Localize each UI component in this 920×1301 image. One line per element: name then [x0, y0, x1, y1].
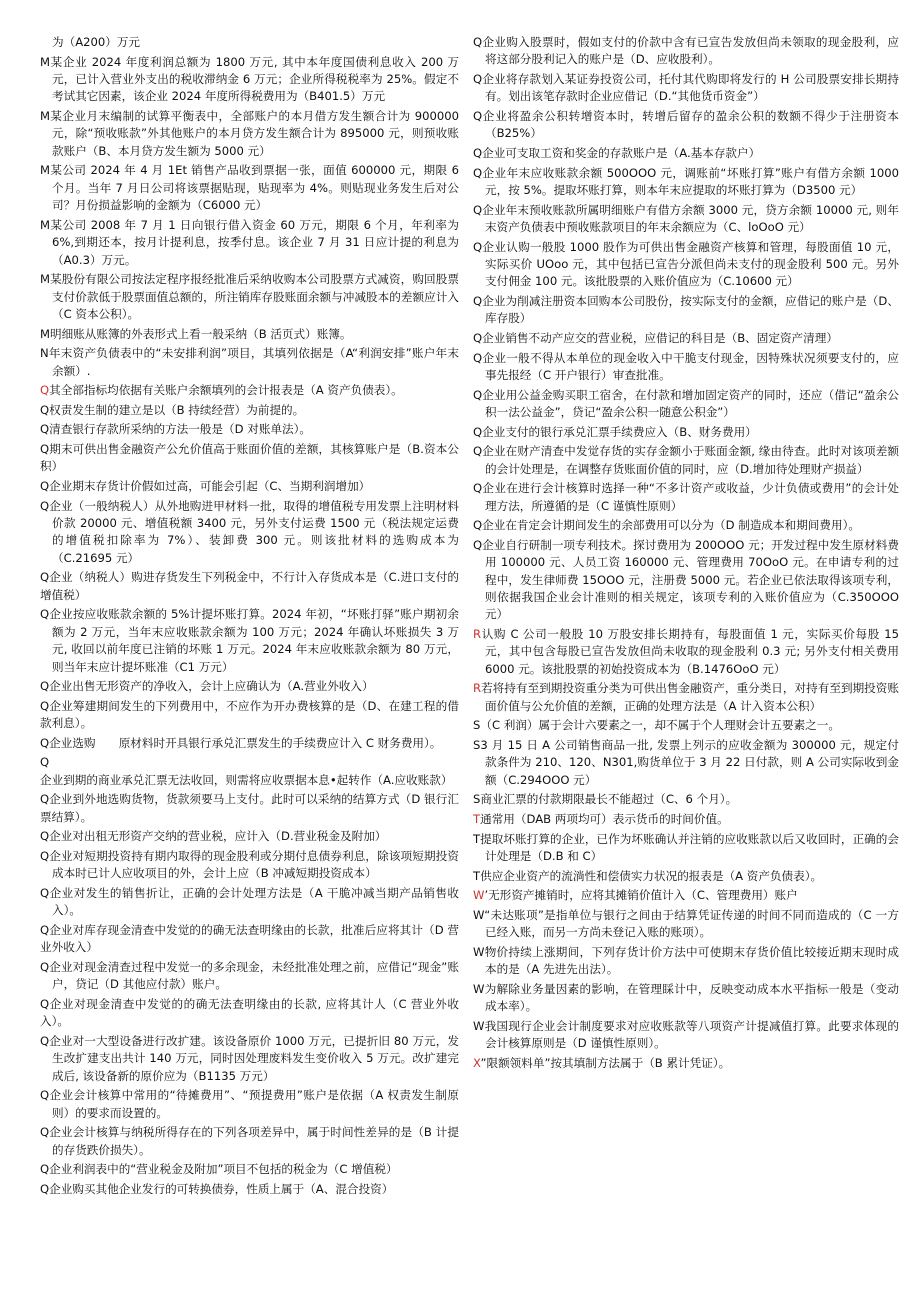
index-letter: Q: [40, 383, 50, 398]
question-entry: [40, 1033, 459, 1085]
question-text: 企业销售不动产应交的营业税，应借记的科目是（B、固定资产清理）: [482, 331, 838, 345]
question-entry: [40, 1161, 459, 1178]
index-letter: Q: [40, 755, 50, 770]
index-letter: Q: [40, 402, 50, 417]
question-text: 企业认购一般股 1000 股作为可供出售金融资产核算和管理，每股面值 10 元，实际买价 UOoo 元，其中包括已宣告分派但尚未支付的现金股利 500 元。另外支付佣金 100 元。该批股票的入账价值应为（C.10600 元）: [482, 239, 899, 289]
index-letter: Q: [473, 146, 483, 160]
question-entry: [40, 54, 459, 106]
question-text: 企业对现金清查过程中发觉一的多余现金，未经批准处理之前，应借记“现金”账户，贷记（D 其他应付款）账户。: [49, 960, 459, 992]
question-text: 若将持有至到期投资重分类为可供出售金融资产，重分类日，对持有至到期投资账面价值与公允价值的差额，正确的处理方法是（A 计入资本公积）: [481, 681, 899, 713]
question-entry: [40, 698, 459, 733]
question-entry: [40, 848, 459, 883]
index-letter: M: [40, 217, 51, 232]
question-text: 企业期末存货计价假如过高，可能会引起（C、当期利润增加）: [49, 479, 371, 493]
question-entry: [40, 996, 459, 1031]
question-text: 企业在进行会计核算时选择一种“不多计资产或收益，少计负债或费用”的会计处理方法，所遵循的是（C 谨慎性原则）: [482, 481, 899, 513]
question-entry: [473, 165, 899, 200]
question-text: 通常用（DAB 两项均可）表示货币的时间价值。: [480, 812, 729, 826]
index-letter: Q: [40, 829, 50, 844]
index-letter: Q: [40, 1088, 50, 1103]
question-text: 企业对库存现金清查中发觉的的确无法查明缘由的长款，批准后应将其计（D 营业外收入）: [40, 923, 459, 955]
question-text: 企业为削减注册资本回购本公司股份，按实际支付的金额，应借记的账户是（D、库存股）: [482, 294, 899, 326]
question-text: 某公司 2008 年 7 月 1 日向银行借入资金 60 万元，期限 6 个月，年利率为 6%,到期还本，按月计提利息，按季付息。该企业 7 月 31 日应计提的利息为（A0.3）万元。: [50, 217, 459, 267]
index-letter: Q: [473, 239, 483, 254]
question-entry: [40, 345, 459, 380]
index-letter: M: [40, 163, 51, 178]
question-entry: [473, 1018, 899, 1053]
question-entry: [473, 239, 899, 291]
right-column: [473, 34, 899, 1301]
index-letter: Q: [473, 294, 483, 308]
question-entry: [473, 537, 899, 624]
question-entry: [473, 907, 899, 942]
index-letter: Q: [40, 960, 50, 974]
question-entry: [40, 791, 459, 826]
index-letter: Q: [40, 422, 50, 437]
question-text: 企业到期的商业承兑汇票无法收回，则需将应收票据本息•起转作（A.应收账款）: [40, 772, 453, 787]
question-text: 供应企业资产的流淌性和偿债实力状况的报表是（A 资产负债表）。: [480, 868, 823, 883]
index-letter: M: [40, 54, 51, 69]
question-text: “未达账项”是指单位与银行之间由于结算凭证传递的时间不同而造成的（C 一方已经入账，而另一方尚未登记入账的账项）。: [484, 907, 899, 940]
question-text: 企业（纳税人）购进存货发生下列税金中，不行计入存货成本是（C.进口支付的增值税）: [40, 570, 459, 602]
index-letter: T: [473, 868, 481, 883]
question-entry: [40, 1181, 459, 1198]
question-entry: [40, 606, 459, 676]
index-letter: Q: [40, 792, 50, 807]
question-text: 明细账从账簿的外表形式上看一般采纳（B 活页式）账簿。: [50, 326, 352, 341]
index-letter: S: [473, 738, 481, 752]
index-letter: Q: [473, 202, 483, 217]
question-entry: [40, 678, 459, 695]
question-text: 企业按应收账款余额的 5%计提坏账打算。2024 年初，“坏账打驿”账户期初余额为 2 万元，当年末应收账款余额为 100 万元；2024 年确认坏账损失 3 万元, 收回以前年度已注销的坏账 1 万元。2024 年末应收账款余额为 80 万元，则当年末应计提坏账准（C1 万元）: [49, 607, 459, 674]
question-entry: [473, 868, 899, 885]
question-text: 企业对出租无形资产交纳的营业税，应计入（D.营业税金及附加）: [49, 829, 387, 844]
question-entry: [40, 34, 459, 51]
question-entry: [473, 387, 899, 422]
index-letter: Q: [40, 607, 50, 622]
question-entry: [473, 424, 899, 441]
question-entry: [473, 350, 899, 385]
question-text: 期末可供出售金融资产公允价值高于账面价值的差额，其核算账户是（B.资本公积）: [40, 442, 459, 474]
question-text: 权责发生制的建立是以（B 持续经营）为前提的。: [49, 402, 305, 417]
question-text: 企业一般不得从本单位的现金收入中干脆支付现金，因特殊状况须要支付的，应事先报经（C 开户银行）审查批准。: [482, 350, 899, 382]
index-letter: Q: [40, 923, 50, 937]
index-letter: W: [473, 981, 485, 996]
question-entry: [473, 1055, 899, 1072]
index-letter: Q: [473, 424, 483, 439]
index-letter: Q: [473, 165, 483, 180]
question-text: 认购 C 公司一般股 10 万股安排长期持有，每股面值 1 元，实际买价每股 15 元，其中包含每股已宣告发放但尚未收取的现金股利 0.3 元; 另外支付相关费用 6000 元。该批股票的初始投资成本为（B.1476OoO 元）: [481, 627, 899, 676]
question-entry: [40, 959, 459, 994]
question-text: 企业出售无形资产的净收入，会计上应确认为（A.营业外收入）: [49, 679, 374, 694]
question-text: 企业到外地选购货物，货款须要马上支付。此时可以采纳的结算方式（D 银行汇票结算）。: [40, 792, 459, 824]
question-entry: [473, 145, 899, 162]
question-text: ”限额领料单”按其填制方法属于（B 累计凭证）。: [480, 1055, 731, 1070]
question-text: 为解除业务量因素的影响，在管理睬计中，反映变动成本水平指标一般是（变动成本率）。: [484, 981, 899, 1014]
index-letter: Q: [473, 350, 483, 365]
question-entry: [40, 735, 459, 752]
question-entry: [40, 478, 459, 495]
question-text: 某企业月末编制的试算平衡表中，全部账户的本月借方发生额合计为 900000 元，除“预收账款”外其他账户的本月贷方发生额合计为 895000 元，则预收账款账户（B、本月贷方发生额为 5000 元）: [50, 109, 459, 158]
question-text: 企业筹建期间发生的下列费用中，不应作为开办费核算的是（D、在建工程的借款利息）。: [40, 698, 459, 731]
question-text: 企业购买其他企业发行的可转换债券，性质上属于（A、混合投资）: [49, 1182, 394, 1196]
index-letter: Q: [40, 679, 50, 694]
question-text: 年末资产负债表中的“未安排利润”项目，其填列依据是（A“利润安排”账户年末余额）.: [48, 346, 459, 378]
index-letter: M: [40, 326, 51, 341]
question-text: 企业可支取工资和奖金的存款账户是（A.基本存款户）: [482, 146, 761, 160]
index-letter: T: [473, 812, 481, 826]
index-letter: Q: [473, 109, 483, 123]
question-text: 某公司 2024 年 4 月 1Et 销售产品收到票据一张，面值 600000 元，期限 6 个月。当年 7 月日公司将该票据贴现，贴现率为 4%。则贴现业务发生后对公司？月份损益影响的金额为（C6000 元）: [50, 163, 459, 213]
left-column: [40, 34, 459, 1301]
index-letter: Q: [40, 1182, 50, 1196]
question-entry: [40, 271, 459, 323]
question-entry: [473, 108, 899, 143]
question-text: 企业对现金清查中发觉的的确无法查明缘由的长款, 应将其计人（C 营业外收入）。: [40, 997, 459, 1029]
index-letter: Q: [40, 570, 50, 585]
index-letter: S: [473, 792, 481, 807]
index-letter: Q: [40, 479, 50, 493]
index-letter: Q: [40, 1125, 50, 1140]
question-entry: [473, 981, 899, 1016]
question-text: 企业年末应收账款余额 500OOO 元，调账前“坏账打算”账户有借方余额 1000 元，按 5%。提取坏账打算，则本年末应提取的坏账打算为（D3500 元）: [482, 165, 899, 197]
index-letter: Q: [40, 886, 50, 900]
question-entry: [40, 828, 459, 845]
question-entry: [473, 831, 899, 866]
question-entry: [473, 480, 899, 515]
question-text: 商业汇票的付款期限最长不能超过（C、6 个月）。: [480, 792, 738, 807]
question-entry: [473, 626, 899, 678]
question-entry: [473, 887, 899, 904]
index-letter: Q: [473, 72, 483, 86]
question-text: 企业购入股票时，假如支付的价款中含有已宣告发放但尚未领取的现金股利，应将这部分股利记入的账户是（D、应收股利）。: [482, 35, 899, 67]
question-text: 我国现行企业会计制度要求对应收账款等八项资产计提减值打算。此要求体现的会计核算原则是（D 谨慎性原则）。: [484, 1018, 899, 1051]
index-letter: Q: [40, 698, 50, 713]
question-text: 企业利润表中的“营业税金及附加”项目不包括的税金为（C 增值税）: [49, 1162, 398, 1177]
question-text: 物价持续上涨期间，下列存货计价方法中可使期末存货价值比较接近期末现时成本的是（A 先进先出法）。: [484, 944, 899, 977]
index-letter: Q: [40, 1034, 50, 1048]
question-text: 企业在财产清查中发觉存货的实存金额小于账面金额, 缘由待查。此时对该项差额的会计处理是，在调整存货账面价值的同时，应（D.增加待处理财产损益）: [482, 444, 899, 476]
question-text: 其全部指标均依据有关账户余额填列的会计报表是（A 资产负债表）。: [49, 383, 403, 398]
question-entry: [40, 1124, 459, 1159]
question-text: ’无形资产摊销时，应将其摊销价值计入（C、管理费用）账户: [484, 888, 798, 903]
question-text: 提取坏账打算的企业，已作为坏账确认并注销的应收账款以后又收回时，正确的会计处理是（D.B 和 C）: [480, 831, 899, 863]
question-text: 为（A200）万元: [52, 35, 141, 49]
question-entry: [473, 717, 899, 734]
index-letter: Q: [473, 537, 483, 552]
question-entry: [40, 217, 459, 269]
question-text: 企业在肯定会计期间发生的余部费用可以分为（D 制造成本和期间费用）。: [482, 518, 860, 533]
question-entry: [40, 885, 459, 920]
question-text: 企业会计核算中常用的“待摊费用”、“预提费用”账户是依据（A 权责发生制原则）的要求而设置的。: [49, 1088, 459, 1120]
question-entry: [473, 517, 899, 534]
question-entry: [40, 922, 459, 957]
question-entry: [40, 421, 459, 438]
question-entry: [40, 569, 459, 604]
index-letter: X: [473, 1055, 481, 1070]
question-text: 企业支付的银行承兑汇票手续费应入（B、财务费用）: [482, 424, 757, 439]
question-text: 企业用公益金购买职工宿舍，在付款和增加固定资产的同时，还应（借记“盈余公积一法公益金”，贷记“盈余公积一随意公积金”）: [482, 387, 899, 419]
question-entry: [40, 382, 459, 399]
question-text: 某股份有限公司按法定程序报经批准后采纳收购本公司股票方式减资，购回股票支付价款低于股票面值总额的，所注销库存股账面余额与冲减股本的差额应计入（C 资本公积）。: [50, 272, 459, 322]
index-letter: Q: [473, 444, 483, 459]
index-letter: N: [40, 346, 49, 361]
index-letter: M: [40, 109, 51, 123]
index-letter: Q: [40, 735, 50, 750]
question-text: 企业对一大型设备进行改扩建。该设备原价 1000 万元，已提折旧 80 万元，发生改扩建支出共计 140 万元，同时因处理废料发生变价收入 5 万元。改扩建完成后, 该设备新的原价应为（B1135 万元）: [49, 1034, 459, 1083]
question-entry: [473, 330, 899, 347]
index-letter: R: [473, 627, 482, 641]
index-letter: Q: [40, 498, 50, 513]
question-text: 企业年末预收账款所属明细账户有借方余额 3000 元，贷方余额 10000 元, 则年末资产负债表中预收账款项目的年末余额应为（C、loOoO 元）: [482, 202, 899, 234]
question-text: 企业会计核算与纳税所得存在的下列各项差异中，属于时间性差异的是（B 计提的存货跌价损失）。: [49, 1125, 459, 1157]
question-text: 企业将盈余公积转增资本时，转增后留存的盈余公积的数额不得少于注册资本（B25%）: [482, 109, 899, 141]
question-text: 企业选购 原材料时开具银行承兑汇票发生的手续费应计入 C 财务费用）。: [49, 735, 442, 750]
index-letter: Q: [473, 35, 483, 49]
index-letter: R: [473, 681, 482, 696]
question-text: 企业对发生的销售折让，正确的会计处理方法是（A 干脆冲减当期产品销售收入）。: [49, 886, 459, 918]
question-entry: [473, 944, 899, 979]
index-letter: Q: [40, 442, 50, 456]
index-letter: Q: [40, 1162, 50, 1177]
index-letter: Q: [473, 518, 483, 533]
question-entry: [473, 71, 899, 106]
index-letter: Q: [473, 387, 483, 402]
question-entry: [40, 402, 459, 419]
index-letter: Q: [473, 481, 483, 496]
question-entry: [40, 754, 459, 789]
question-entry: [473, 811, 899, 828]
question-entry: [473, 202, 899, 237]
index-letter: W: [473, 888, 485, 903]
index-letter: Q: [40, 849, 50, 863]
index-letter: S: [473, 718, 481, 733]
question-entry: [40, 108, 459, 160]
index-letter: T: [473, 831, 481, 846]
index-letter: W: [473, 907, 485, 922]
index-letter: M: [40, 272, 51, 287]
question-text: 企业对短期投资持有期内取得的现金股利或分期付息债券利息，除该项短期投资成本时已计人应收项目的外，会计上应（B 冲减短期投资成本）: [49, 849, 459, 881]
question-entry: [473, 293, 899, 328]
question-text: 3 月 15 日 A 公司销售商品一批, 发票上列示的应收金额为 300000 元，规定付款条件为 210、120、N301,购货单位于 3 月 22 日付款，则 A 公司实际收到金额（C.294OOO 元）: [480, 738, 899, 787]
index-letter: W: [473, 944, 485, 959]
index-letter: Q: [40, 997, 50, 1011]
question-entry: [473, 737, 899, 789]
question-entry: [40, 1087, 459, 1122]
index-letter: W: [473, 1018, 485, 1033]
question-text: 企业（一般纳税人）从外地购进甲材料一批，取得的增值税专用发票上注明材料价款 20000 元、增值税额 3400 元，另外支付运费 1500 元（税法规定运费的增值税扣除率为 7%）、装卸费 300 元。则该批材料的选购成本为（C.21695 元）: [49, 498, 459, 565]
question-entry: [40, 162, 459, 214]
question-entry: [40, 441, 459, 476]
question-entry: [473, 791, 899, 808]
question-entry: [40, 498, 459, 568]
question-text: 企业自行研制一项专利技术。探讨费用为 200OOO 元；开发过程中发生原材料费用 100000 元、人员工资 160000 元、管理费用 70OoO 元。在申请专利的过程中，发生律师费 15OOO 元，注册费 5000 元。若企业已依法取得该项专利，则依据我国企业会计准则的相关规定，该项专利的入账价值应为（C.350OOO 元）: [482, 537, 899, 622]
question-text: （C 利润）属于会计六要素之一，却不属于个人理财会计五要素之一。: [480, 718, 840, 733]
question-entry: [473, 680, 899, 715]
question-text: 企业将存款划入某证券投资公司，托付其代购即将发行的 H 公司股票安排长期持有。划出该笔存款时企业应借记（D.“其他货币资金”）: [482, 72, 899, 104]
question-text: 某企业 2024 年度利润总额为 1800 万元, 其中本年度国债利息收入 200 万元，已计入营业外支出的税收滞纳金 6 万元；企业所得税税率为 25%。假定不考试其它因素，该企业 2024 年度所得税费用为（B401.5）万元: [50, 54, 459, 104]
question-entry: [473, 443, 899, 478]
question-entry: [40, 326, 459, 343]
question-entry: [473, 34, 899, 69]
question-text: 清查银行存款所采纳的方法一般是（D 对账单法）。: [49, 422, 312, 437]
index-letter: Q: [473, 331, 483, 345]
